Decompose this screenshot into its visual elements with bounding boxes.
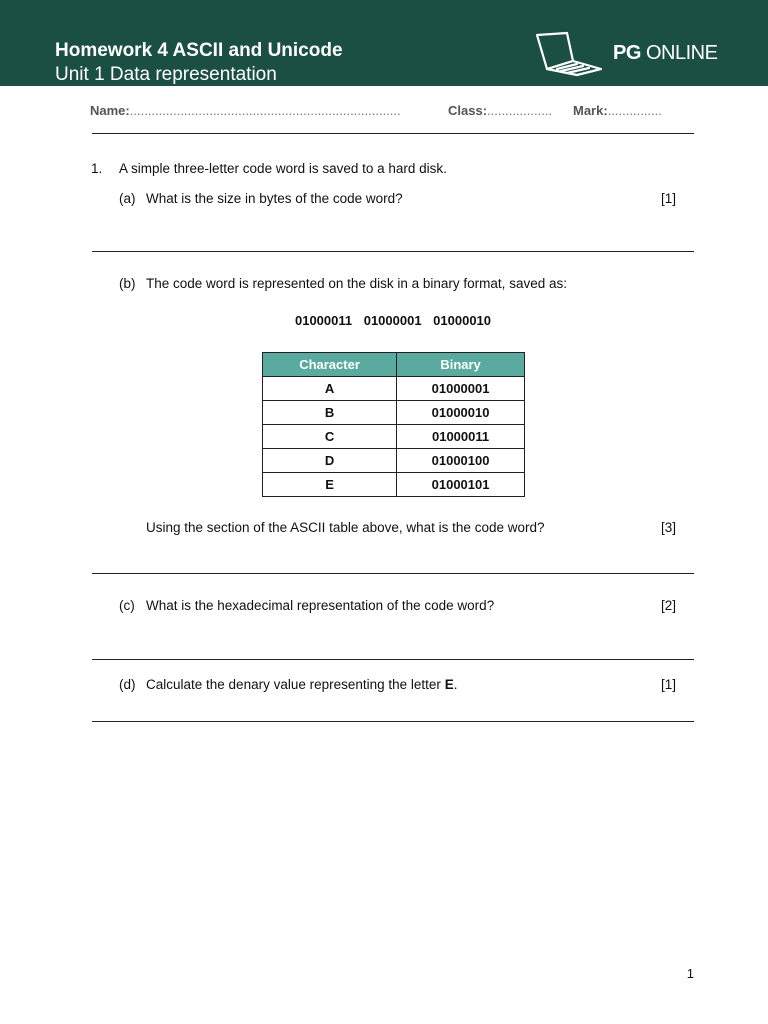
table-row [263, 377, 525, 401]
class-field: Class:.................. [448, 103, 553, 118]
answer-line-c[interactable] [92, 659, 694, 660]
cell-binary: 01000001 [397, 377, 525, 401]
table-row [263, 449, 525, 473]
cell-character: D [263, 449, 397, 473]
part-c-marks: [2] [660, 598, 676, 613]
divider [92, 133, 694, 134]
question-text: A simple three-letter code word is saved to a hard disk. [119, 161, 447, 176]
question-number: 1. [91, 161, 103, 176]
part-c-label: (c) [119, 598, 135, 613]
part-b-label: (b) [119, 276, 136, 291]
page-title: Homework 4 ASCII and Unicode [55, 40, 343, 61]
cell-character: B [263, 401, 397, 425]
answer-line-a[interactable] [92, 251, 694, 252]
part-a-text: What is the size in bytes of the code word? [146, 191, 403, 206]
mark-field: Mark:............... [573, 103, 662, 118]
table-row [263, 401, 525, 425]
table-row [263, 473, 525, 497]
page-subtitle: Unit 1 Data representation [55, 64, 277, 85]
binary-code: 01000011 01000001 01000010 [294, 313, 492, 328]
part-a-marks: [1] [660, 191, 676, 206]
cell-binary: 01000101 [397, 473, 525, 497]
answer-line-d[interactable] [92, 721, 694, 722]
laptop-logo-icon [533, 31, 605, 77]
answer-line-b[interactable] [92, 573, 694, 574]
part-c-text: What is the hexadecimal representation of the code word? [146, 598, 495, 613]
cell-character: C [263, 425, 397, 449]
part-d-text: Calculate the denary value representing the letter E. [146, 677, 458, 692]
part-d-marks: [1] [660, 677, 676, 692]
part-b-followup-text: Using the section of the ASCII table above, what is the code word? [146, 520, 545, 535]
pg-online-logo: PG ONLINE [613, 42, 718, 64]
header-character: Character [263, 353, 397, 377]
part-a-label: (a) [119, 191, 136, 206]
part-b-text: The code word is represented on the disk in a binary format, saved as: [146, 276, 567, 291]
name-field: Name:........................................................................... [90, 103, 401, 118]
table-row [263, 425, 525, 449]
part-d-label: (d) [119, 677, 136, 692]
page-number: 1 [686, 966, 694, 981]
header-binary: Binary [397, 353, 525, 377]
header-banner [0, 0, 768, 86]
cell-binary: 01000010 [397, 401, 525, 425]
cell-character: E [263, 473, 397, 497]
ascii-table [262, 352, 525, 497]
part-b-marks: [3] [660, 520, 676, 535]
cell-character: A [263, 377, 397, 401]
cell-binary: 01000100 [397, 449, 525, 473]
cell-binary: 01000011 [397, 425, 525, 449]
